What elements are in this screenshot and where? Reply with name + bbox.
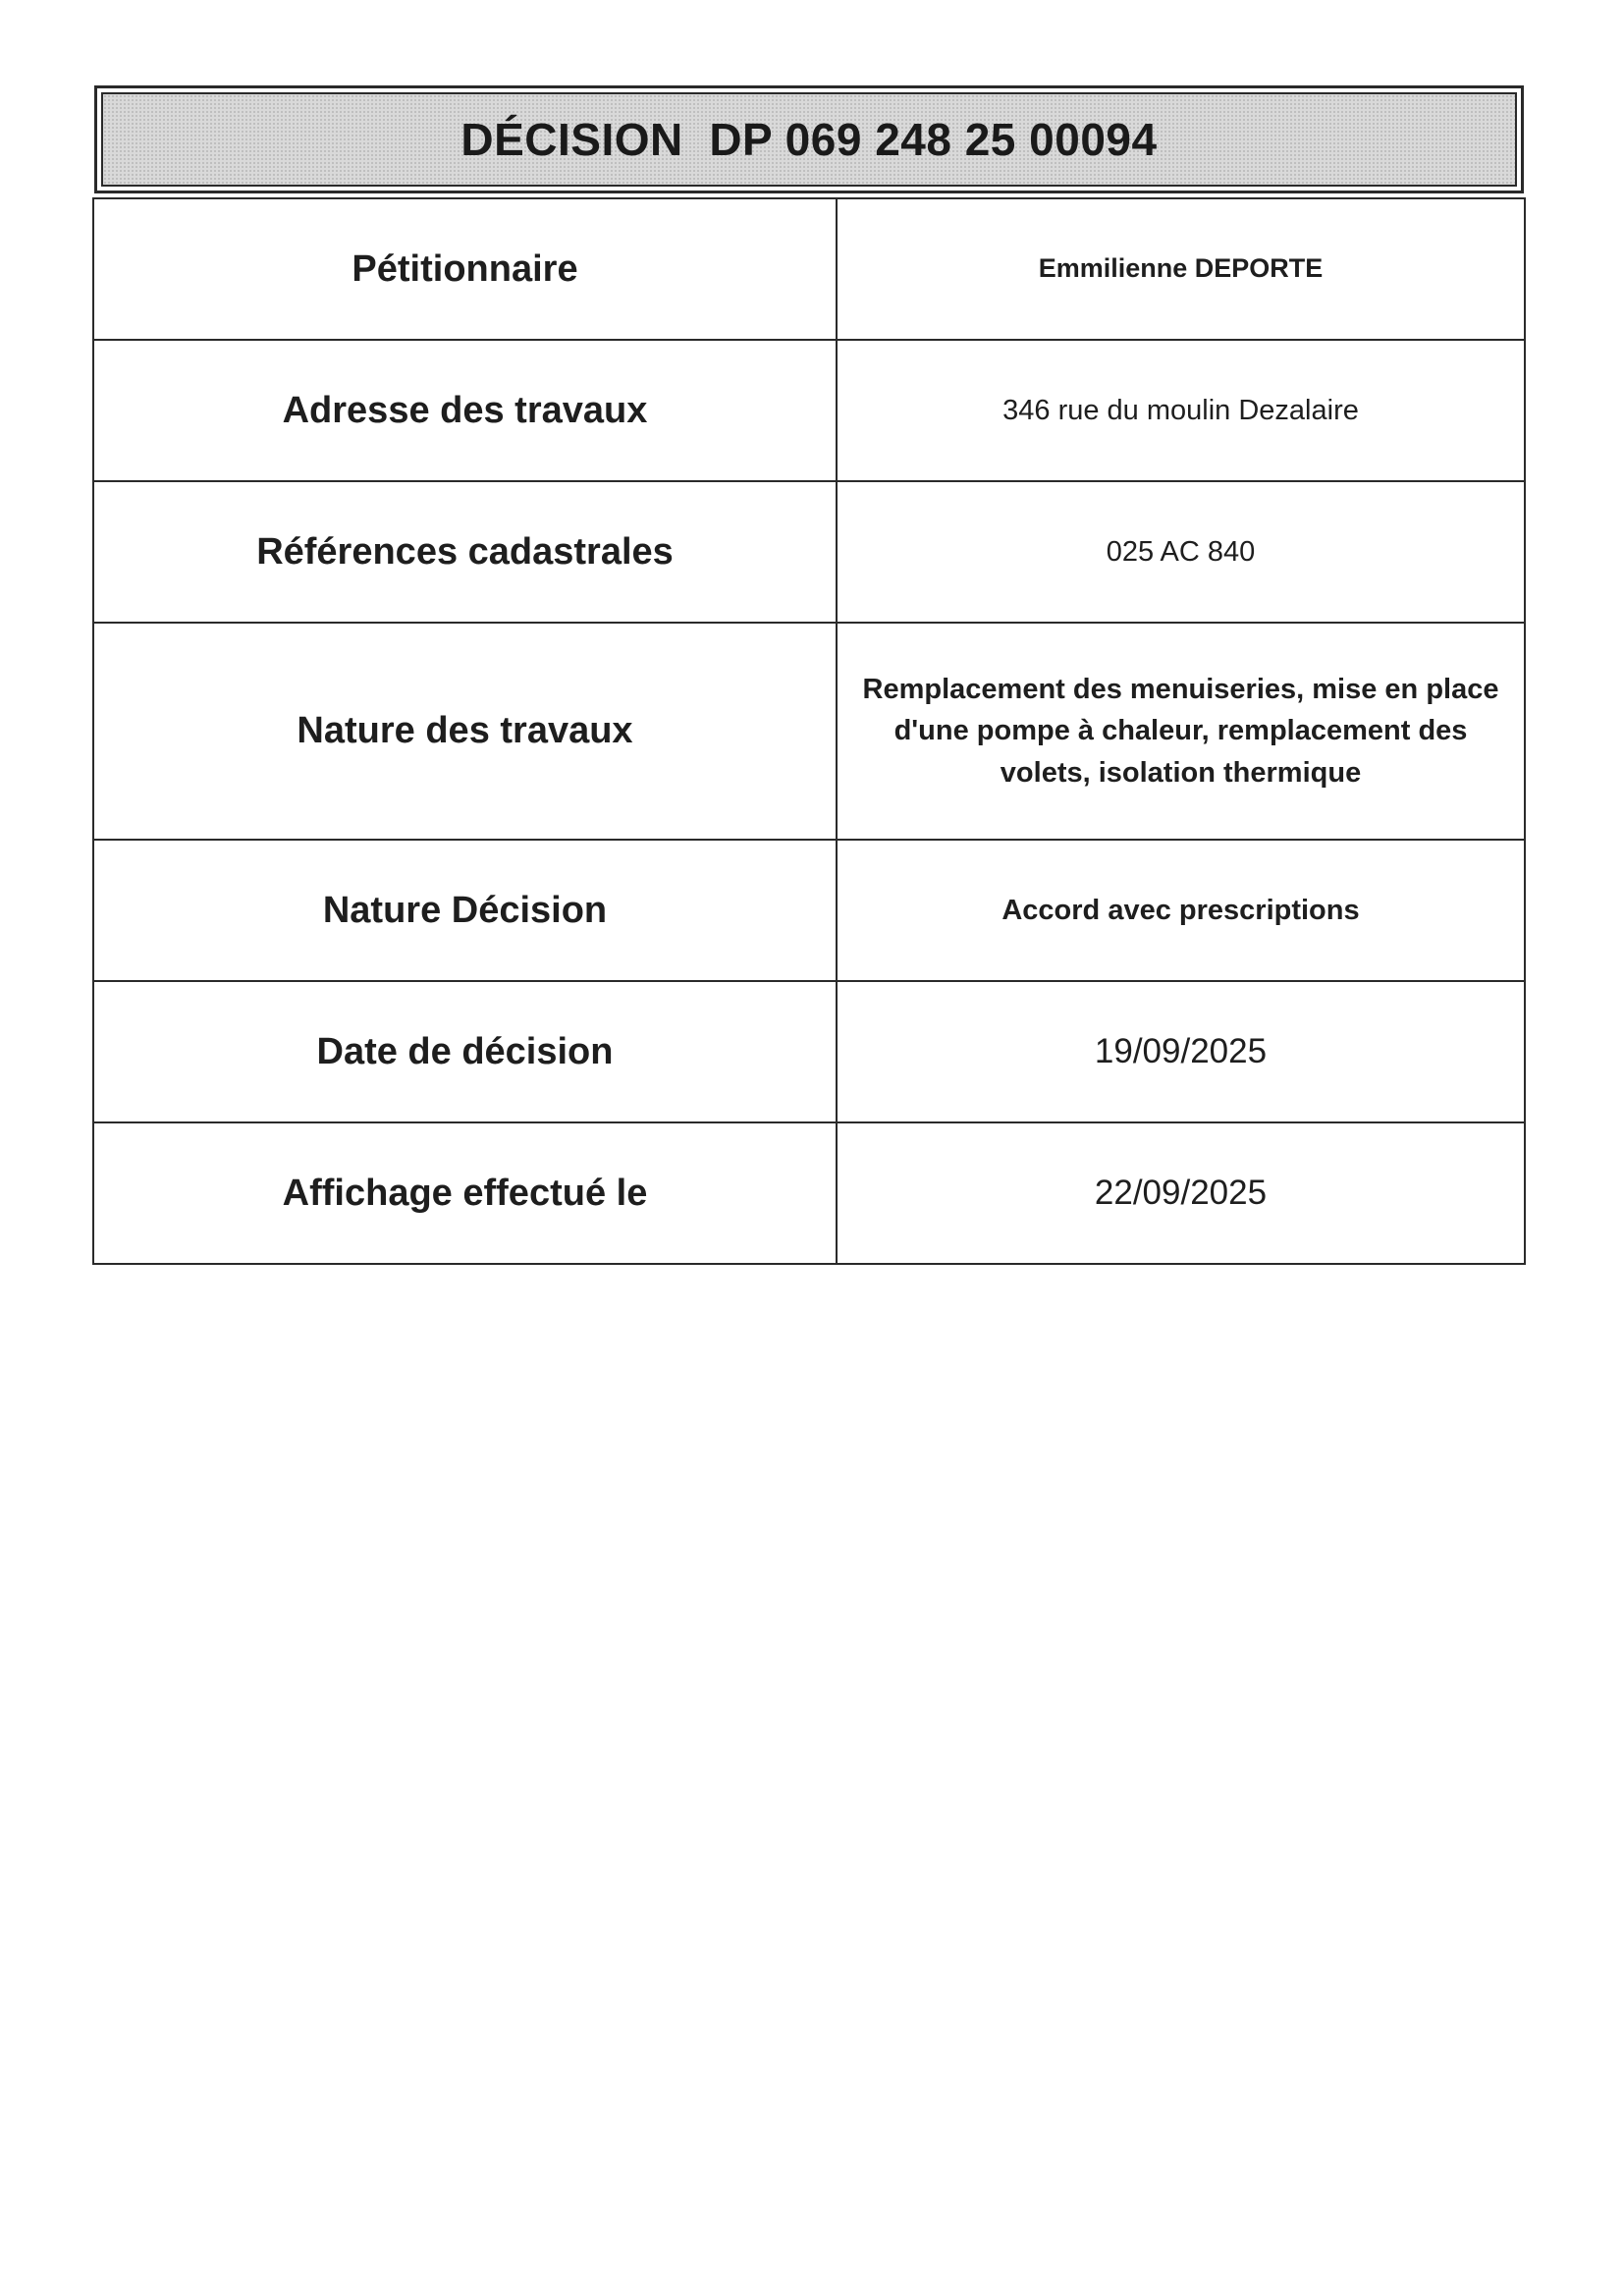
row-value: 22/09/2025 [837,1122,1525,1264]
row-label: Nature Décision [93,840,837,981]
row-label: Adresse des travaux [93,340,837,481]
table-row-adresse [93,340,1525,481]
row-value: 346 rue du moulin Dezalaire [837,340,1525,481]
row-label: Pétitionnaire [93,198,837,340]
row-label: Références cadastrales [93,481,837,623]
row-label: Affichage effectué le [93,1122,837,1264]
table-row-nature-travaux [93,623,1525,840]
table-row-affichage [93,1122,1525,1264]
table-row-nature-decision [93,840,1525,981]
row-value: Accord avec prescriptions [837,840,1525,981]
table-row-references [93,481,1525,623]
decision-header-shaded [101,92,1517,187]
row-value: Remplacement des menuiseries, mise en place d'une pompe à chaleur, remplacement des volets, isolation thermique [837,623,1525,840]
row-value: 025 AC 840 [837,481,1525,623]
decision-header [94,85,1524,193]
table-row-petitionnaire [93,198,1525,340]
table-row-date-decision [93,981,1525,1122]
decision-table [92,197,1526,1265]
row-value: Emmilienne DEPORTE [837,198,1525,340]
row-value: 19/09/2025 [837,981,1525,1122]
row-label: Nature des travaux [93,623,837,840]
row-label: Date de décision [93,981,837,1122]
decision-title: DÉCISION DP 069 248 25 00094 [460,114,1158,165]
